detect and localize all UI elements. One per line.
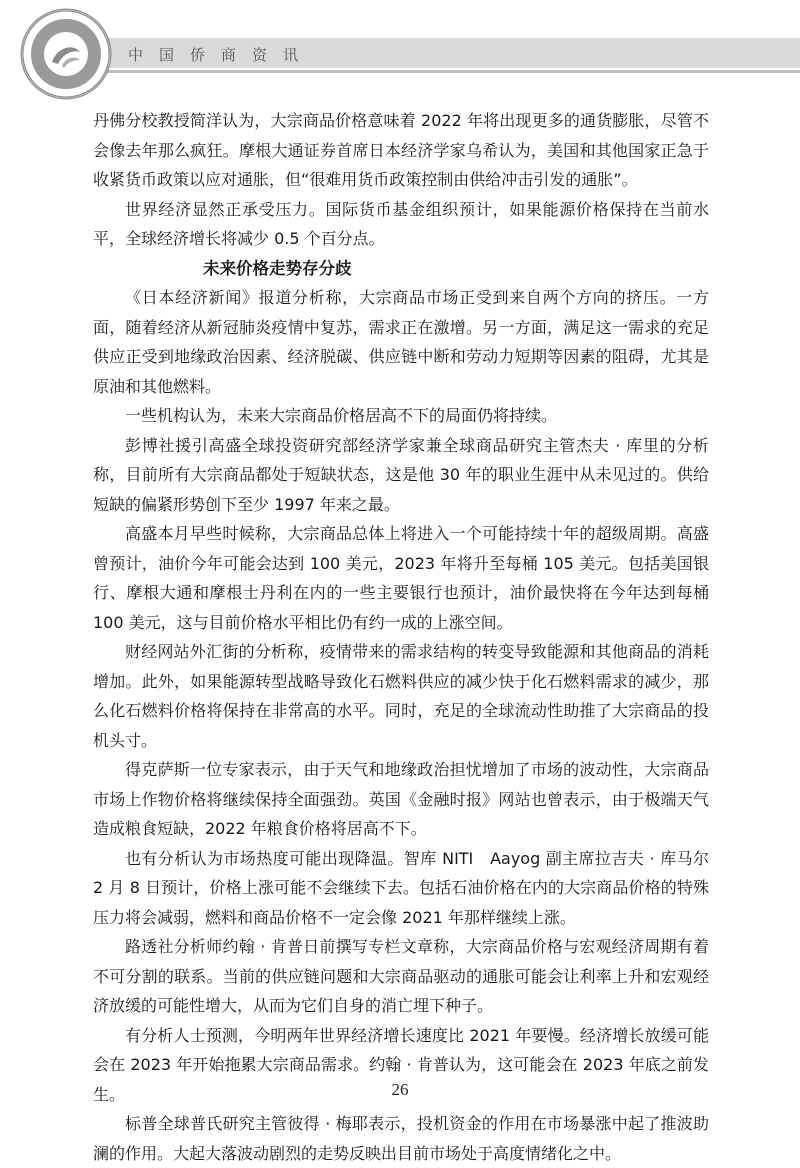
paragraph: 一些机构认为，未来大宗商品价格居高不下的局面仍将持续。 [125,406,558,425]
header-rule [70,70,800,73]
paragraph: 世界经济显然正承受压力。国际货币基金组织预计，如果能源价格保持在当前水平，全球经济增长将减少 0.5 个百分点。 [93,199,709,248]
page-header [0,0,800,84]
section-heading: 未来价格走势存分歧 [203,258,352,278]
paragraph: 也有分析认为市场热度可能出现降温。智库 NITI Aayog 副主席拉吉夫 · 库马尔 2 月 8 日预计，价格上涨可能不会继续下去。包括石油价格在内的大宗商品价格的特殊压力将会减弱，燃料和商品价格不一定会像 2021 年那样继续上涨。 [93,848,709,927]
paragraph: 《日本经济新闻》报道分析称，大宗商品市场正受到来自两个方向的挤压。一方面，随着经济从新冠肺炎疫情中复苏，需求正在激增。另一方面，满足这一需求的充足供应正受到地缘政治因素、经济脱碳、供应链中断和劳动力短期等因素的阻碍，尤其是原油和其他燃料。 [93,288,709,396]
paragraph: 财经网站外汇街的分析称，疫情带来的需求结构的转变导致能源和其他商品的消耗增加。此外，如果能源转型战略导致化石燃料供应的减少快于化石燃料需求的减少，那么化石燃料价格将保持在非常高的水平。同时，充足的全球流动性助推了大宗商品的投机头寸。 [93,642,709,750]
paragraph: 路透社分析师约翰 · 肯普日前撰写专栏文章称，大宗商品价格与宏观经济周期有着不可分割的联系。当前的供应链问题和大宗商品驱动的通胀可能会让利率上升和宏观经济放缓的可能性增大，从而为它们自身的消亡埋下种子。 [93,937,709,1015]
paragraph: 标普全球普氏研究主管彼得 · 梅耶表示，投机资金的作用在市场暴涨中起了推波助澜的作用。大起大落波动剧烈的走势反映出目前市场处于高度情绪化之中。 [93,1114,709,1163]
paragraph: 得克萨斯一位专家表示，由于天气和地缘政治担忧增加了市场的波动性，大宗商品市场上作物价格将继续保持全面强劲。英国《金融时报》网站也曾表示，由于极端天气造成粮食短缺，2022 年粮食价格将居高不下。 [93,760,709,838]
paragraph: 丹佛分校教授简洋认为，大宗商品价格意味着 2022 年将出现更多的通货膨胀，尽管不会像去年那么疯狂。摩根大通证券首席日本经济学家乌希认为，美国和其他国家正急于收紧货币政策以应对通胀，但“很难用货币政策控制由供给冲击引发的通胀”。 [93,111,709,189]
page-number: 26 [391,1080,409,1099]
chamber-logo-icon [18,6,114,102]
paragraph: 有分析人士预测，今明两年世界经济增长速度比 2021 年要慢。经济增长放缓可能会在 2023 年开始拖累大宗商品需求。约翰 · 肯普认为，这可能会在 2023 年底之前发生。 [93,1025,709,1104]
header-title: 中国侨商资讯 [128,46,315,64]
article-body [93,106,709,1168]
paragraph: 彭博社援引高盛全球投资研究部经济学家兼全球商品研究主管杰夫 · 库里的分析称，目前所有大宗商品都处于短缺状态，这是他 30 年的职业生涯中从未见过的。供给短缺的偏紧形势创下至少 1997 年来之最。 [93,435,709,514]
paragraph: 高盛本月早些时候称，大宗商品总体上将进入一个可能持续十年的超级周期。高盛曾预计，油价今年可能会达到 100 美元，2023 年将升至每桶 105 美元。包括美国银行、摩根大通和摩根士丹利在内的一些主要银行也预计，油价最快将在今年达到每桶 100 美元，这与目前价格水平相比仍有约一成的上涨空间。 [93,524,709,632]
